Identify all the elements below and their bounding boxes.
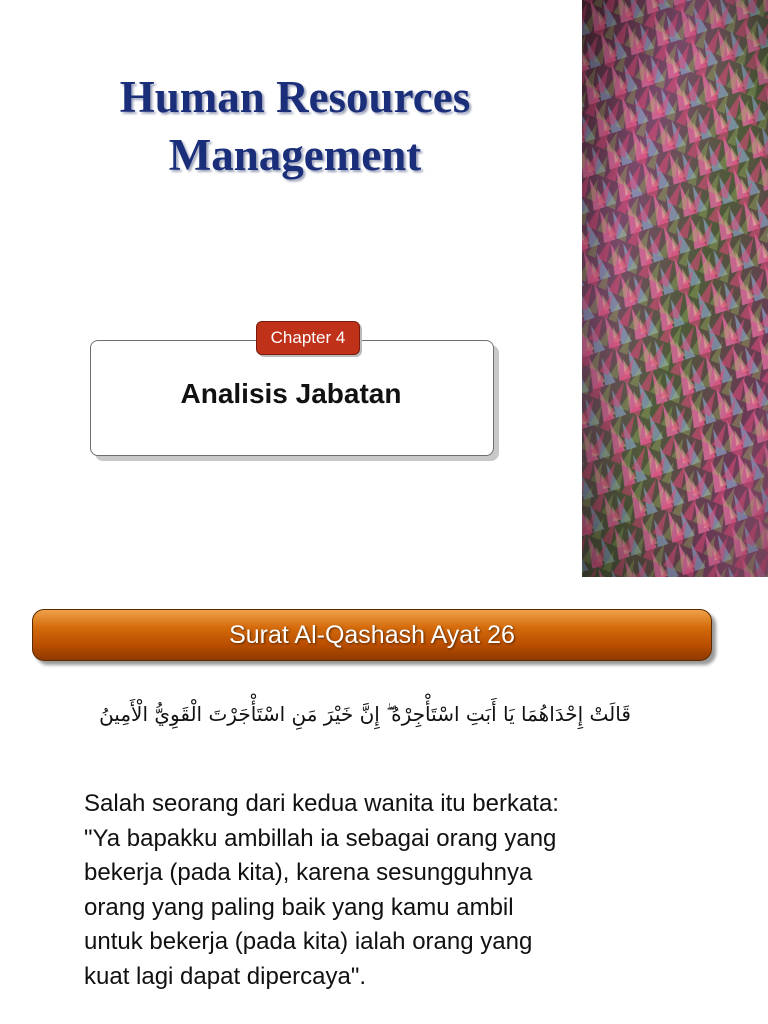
chapter-badge: Chapter 4	[256, 321, 360, 355]
arabic-verse: قَالَتْ إِحْدَاهُمَا يَا أَبَتِ اسْتَأْجِرْهُ ۖ إِنَّ خَيْرَ مَنِ اسْتَأْجَرْتَ الْقَوِيُّ الْأَمِينُ	[99, 702, 631, 726]
slide-title	[60, 68, 530, 184]
verse-translation	[84, 787, 724, 994]
title-line-1: Human Resources	[119, 72, 471, 122]
translation-line: orang yang paling baik yang kamu ambil	[84, 893, 514, 921]
chapter-title: Analisis Jabatan	[180, 378, 402, 409]
translation-line: Salah seorang dari kedua wanita itu berkata:	[84, 790, 559, 817]
translation-line: kuat lagi dapat dipercaya".	[84, 962, 367, 990]
slide-quote	[0, 577, 768, 1024]
translation-line: bekerja (pada kita), karena sesungguhnya	[84, 859, 533, 886]
title-line-2: Management	[168, 130, 422, 180]
decorative-pattern-image	[582, 0, 768, 577]
surat-title-bar: Surat Al-Qashash Ayat 26	[32, 609, 712, 661]
translation-line: untuk bekerja (pada kita) ialah orang yang	[84, 928, 533, 955]
translation-line: "Ya bapakku ambillah ia sebagai orang yang	[84, 824, 557, 852]
